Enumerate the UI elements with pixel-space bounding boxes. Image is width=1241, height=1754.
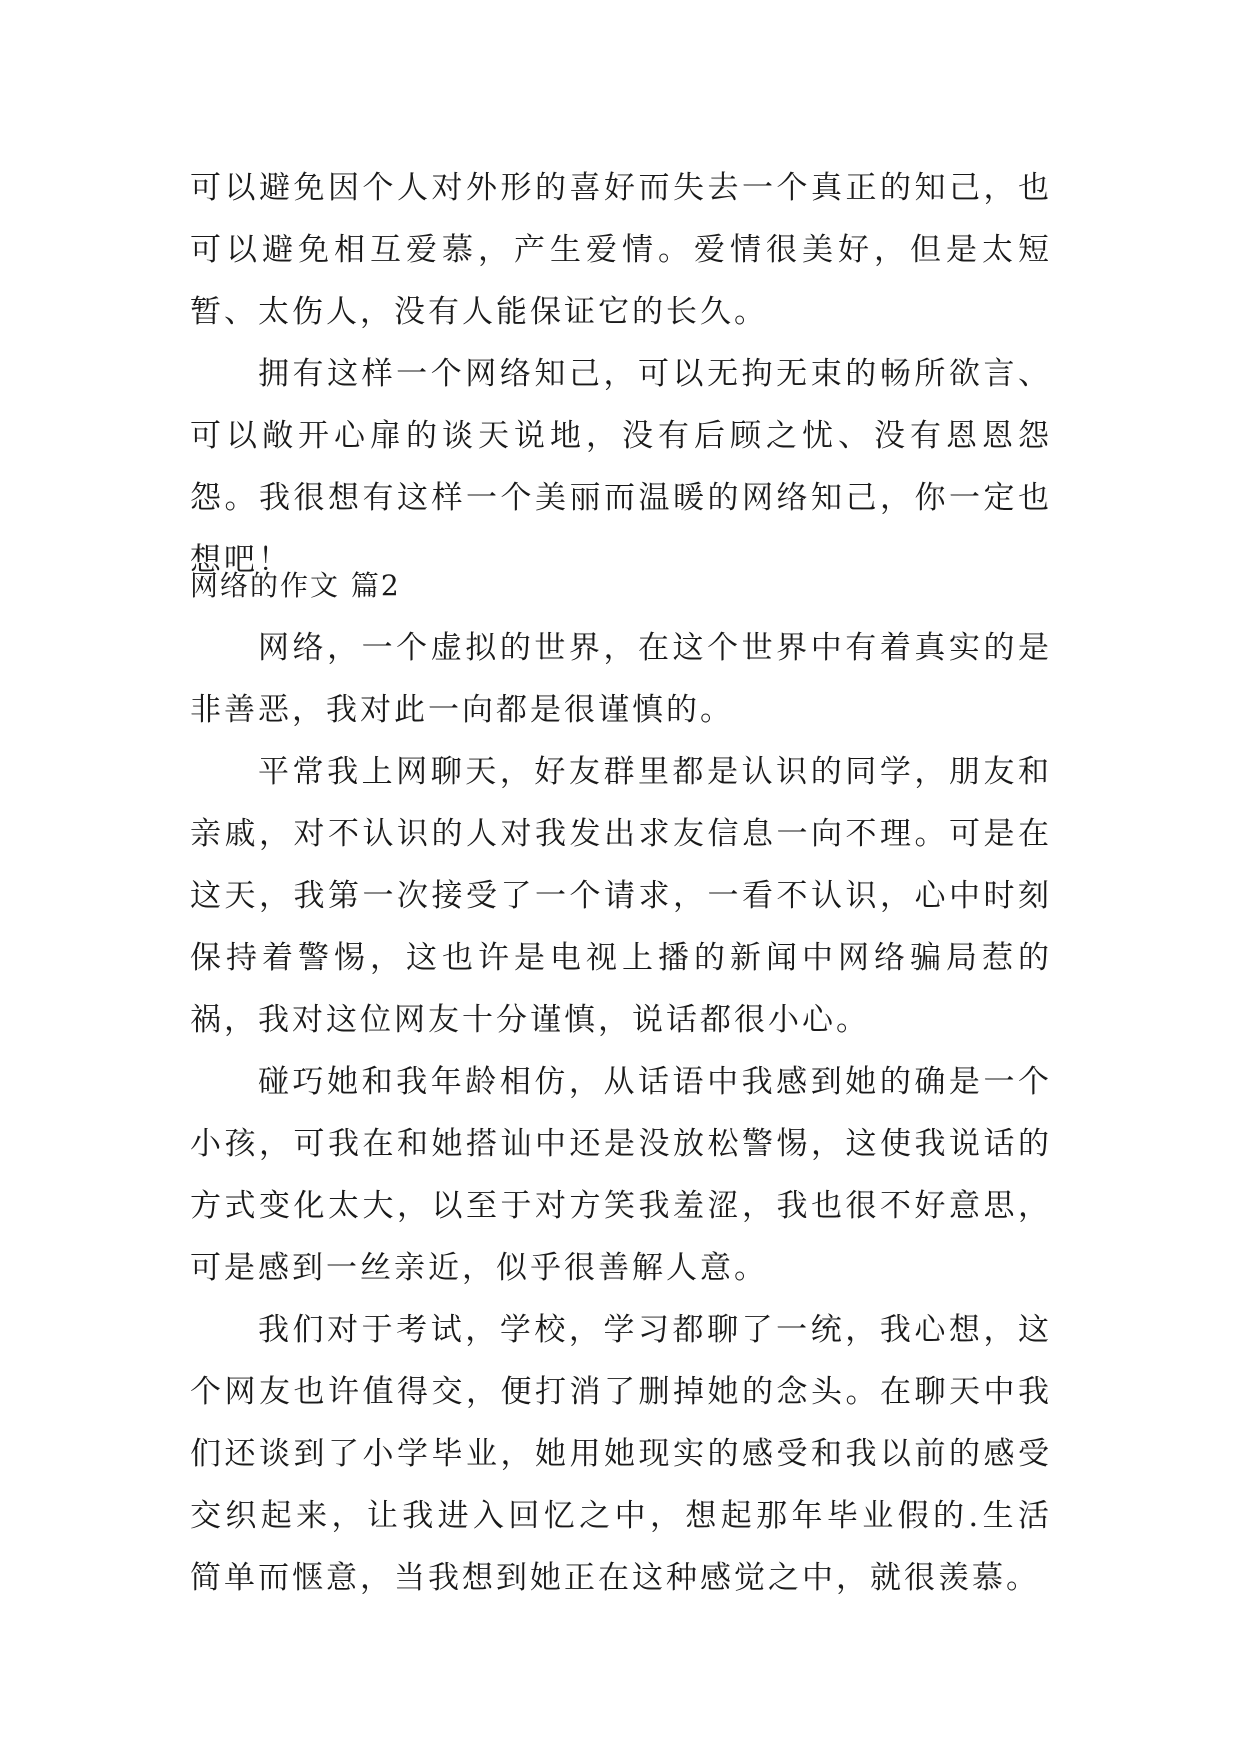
essay-section-2 — [190, 555, 1052, 1609]
paragraph: 我们对于考试，学校，学习都聊了一统，我心想，这个网友也许值得交，便打消了删掉她的念头。在聊天中我们还谈到了小学毕业，她用她现实的感受和我以前的感受交织起来，让我进入回忆之中，想起那年毕业假的.生活简单而惬意，当我想到她正在这种感觉之中，就很羡慕。 — [190, 1312, 1052, 1596]
paragraph: 可以避免因个人对外形的喜好而失去一个真正的知己，也可以避免相互爱慕，产生爱情。爱情很美好，但是太短暂、太伤人，没有人能保证它的长久。 — [190, 170, 1052, 330]
paragraph: 拥有这样一个网络知己，可以无拘无束的畅所欲言、可以敞开心扉的谈天说地，没有后顾之忧、没有恩恩怨怨。我很想有这样一个美丽而温暖的网络知己，你一定也想吧！ — [190, 356, 1052, 578]
paragraph: 网络，一个虚拟的世界，在这个世界中有着真实的是非善恶，我对此一向都是很谨慎的。 — [190, 630, 1052, 728]
section-heading: 网络的作文 篇2 — [190, 569, 401, 602]
paragraph: 碰巧她和我年龄相仿，从话语中我感到她的确是一个小孩，可我在和她搭讪中还是没放松警惕，这使我说话的方式变化太大，以至于对方笑我羞涩，我也很不好意思，可是感到一丝亲近，似乎很善解人意。 — [190, 1064, 1052, 1286]
paragraph: 平常我上网聊天，好友群里都是认识的同学，朋友和亲戚，对不认识的人对我发出求友信息一向不理。可是在这天，我第一次接受了一个请求，一看不认识，心中时刻保持着警惕，这也许是电视上播的新闻中网络骗局惹的祸，我对这位网友十分谨慎，说话都很小心。 — [190, 754, 1052, 1038]
essay-continuation — [190, 157, 1052, 591]
